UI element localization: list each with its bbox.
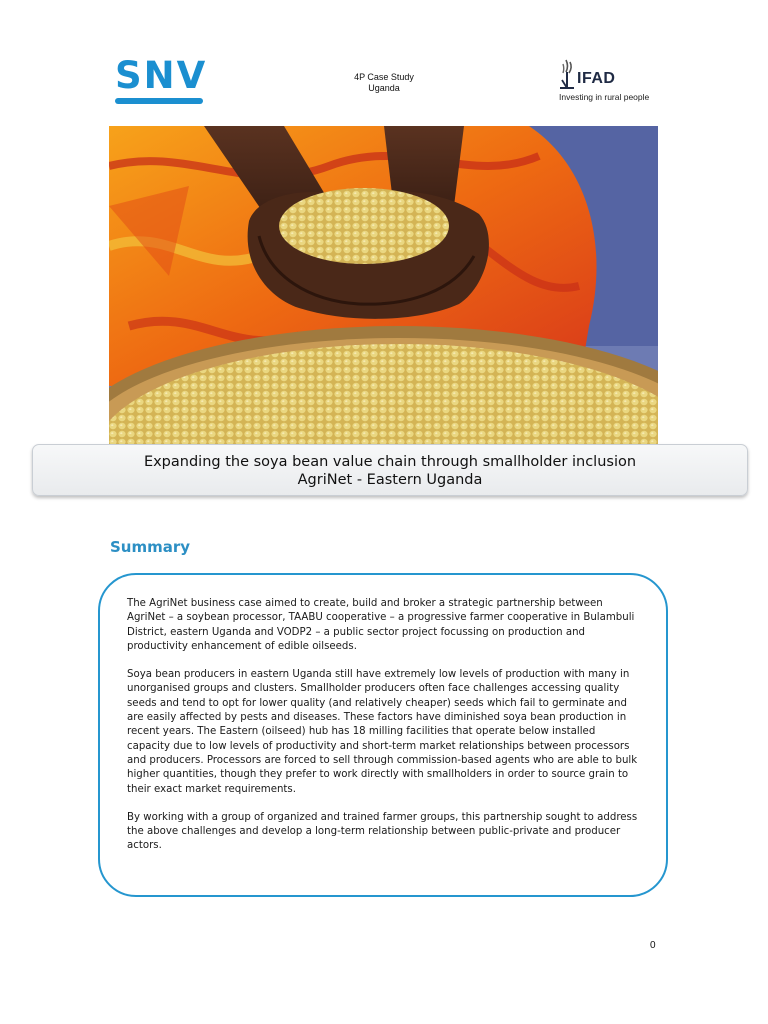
document-title: Expanding the soya bean value chain through smallholder inclusion — [143, 454, 637, 470]
ifad-tagline: Investing in rural people — [559, 92, 650, 102]
snv-logo-text: SNV — [115, 54, 208, 97]
document-subtitle: AgriNet - Eastern Uganda — [297, 472, 483, 488]
title-banner — [32, 444, 748, 496]
page-number: 0 — [650, 940, 656, 951]
case-study-line1: 4P Case Study — [354, 72, 414, 82]
summary-paragraph: Soya bean producers in eastern Uganda still have extremely low levels of production with many in unorganised groups and clusters. Smallholder producers often face challenges accessing quality seeds and tend to opt for lower quality (and relatively cheaper) seeds which fail to germinate and are easily affected by pests and diseases. These factors have diminished soya bean production in recent years. The Eastern (oilseed) hub has 18 milling facilities that operate below installed capacity due to low levels of productivity and short-term market relationships between processors and producers. Processors are forced to sell through commission-based agents who are able to bulk higher quantities, though they prefer to work directly with smallholders in order to source grain to their exact market requirements. — [127, 669, 638, 795]
wheat-icon — [558, 58, 578, 90]
ifad-logo-text: IFAD — [577, 70, 616, 87]
summary-box — [98, 573, 668, 897]
ifad-logo — [558, 56, 668, 106]
case-study-label — [320, 72, 448, 94]
snv-logo-underline — [115, 98, 203, 104]
summary-paragraph: By working with a group of organized and trained farmer groups, this partnership sought to address the above challenges and develop a long-term relationship between public-private and producer actors. — [127, 811, 638, 852]
summary-paragraph: The AgriNet business case aimed to create, build and broker a strategic partnership between AgriNet – a soybean processor, TAABU cooperative – a progressive farmer cooperative in Bulambuli District, eastern Uganda and VODP2 – a public sector project focussing on production and productivity enhancement of edible oilseeds. — [127, 598, 635, 652]
case-study-line2: Uganda — [368, 83, 400, 93]
snv-logo — [115, 54, 208, 106]
soybean-photo — [109, 126, 658, 446]
summary-heading: Summary — [110, 538, 191, 556]
